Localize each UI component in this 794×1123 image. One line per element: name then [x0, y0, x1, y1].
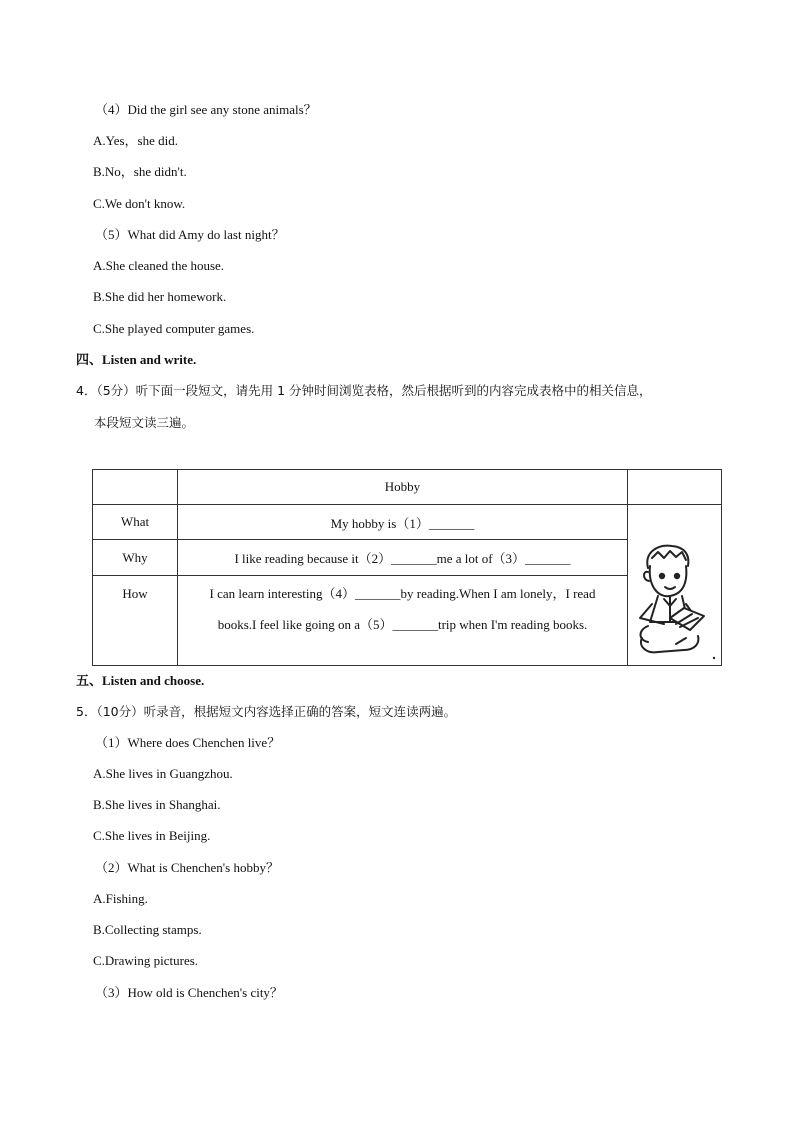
row-content-why: I like reading because it（2）_______me a lot of（3）_______ [178, 540, 628, 576]
option-a: A.Fishing. [93, 891, 148, 906]
question-4: （4）Did the girl see any stone animals？ [95, 102, 317, 117]
option-b: B.She lives in Shanghai. [93, 797, 221, 812]
table-header: Hobby [178, 470, 628, 505]
option-a: A.Yes，she did. [93, 133, 178, 148]
option-a: A.She cleaned the house. [93, 258, 225, 273]
boy-reading-illustration [628, 506, 720, 664]
row-content-how [178, 576, 628, 666]
question-2: （2）What is Chenchen's hobby？ [95, 860, 279, 875]
picture-cell [628, 505, 722, 666]
section-5-heading: 五、Listen and choose. [76, 673, 205, 688]
option-c: C.Drawing pictures. [93, 953, 199, 968]
row-content-how-line-1: I can learn interesting（4）_______by reading.When I am lonely，I read [209, 586, 596, 601]
row-label-what: What [93, 505, 178, 540]
section-4-instruction-cont: 本段短文读三遍。 [94, 415, 195, 430]
section-5-instruction: 5．（10分）听录音，根据短文内容选择正确的答案，短文连读两遍。 [76, 704, 457, 719]
option-b: B.Collecting stamps. [93, 922, 202, 937]
option-b: B.She did her homework. [93, 289, 227, 304]
row-label-how: How [93, 576, 178, 666]
hobby-table [92, 469, 722, 666]
section-4-heading: 四、Listen and write. [76, 352, 197, 367]
option-b: B.No，she didn't. [93, 164, 187, 179]
question-3: （3）How old is Chenchen's city？ [95, 985, 283, 1000]
section-4-instruction: 4．（5分）听下面一段短文，请先用 1 分钟时间浏览表格，然后根据听到的内容完成表格中的相关信息， [76, 383, 652, 398]
row-content-what: My hobby is（1）_______ [178, 505, 628, 540]
option-c: C.She lives in Beijing. [93, 828, 211, 843]
option-c: C.We don't know. [93, 196, 186, 211]
question-1: （1）Where does Chenchen live？ [95, 735, 281, 750]
row-content-how-line-2: books.I feel like going on a（5）_______trip when I'm reading books. [217, 617, 588, 632]
option-a: A.She lives in Guangzhou. [93, 766, 233, 781]
question-5: （5）What did Amy do last night？ [95, 227, 285, 242]
row-label-why: Why [93, 540, 178, 576]
option-c: C.She played computer games. [93, 321, 255, 336]
table-header-empty [628, 470, 722, 505]
table-corner-cell [93, 470, 178, 505]
